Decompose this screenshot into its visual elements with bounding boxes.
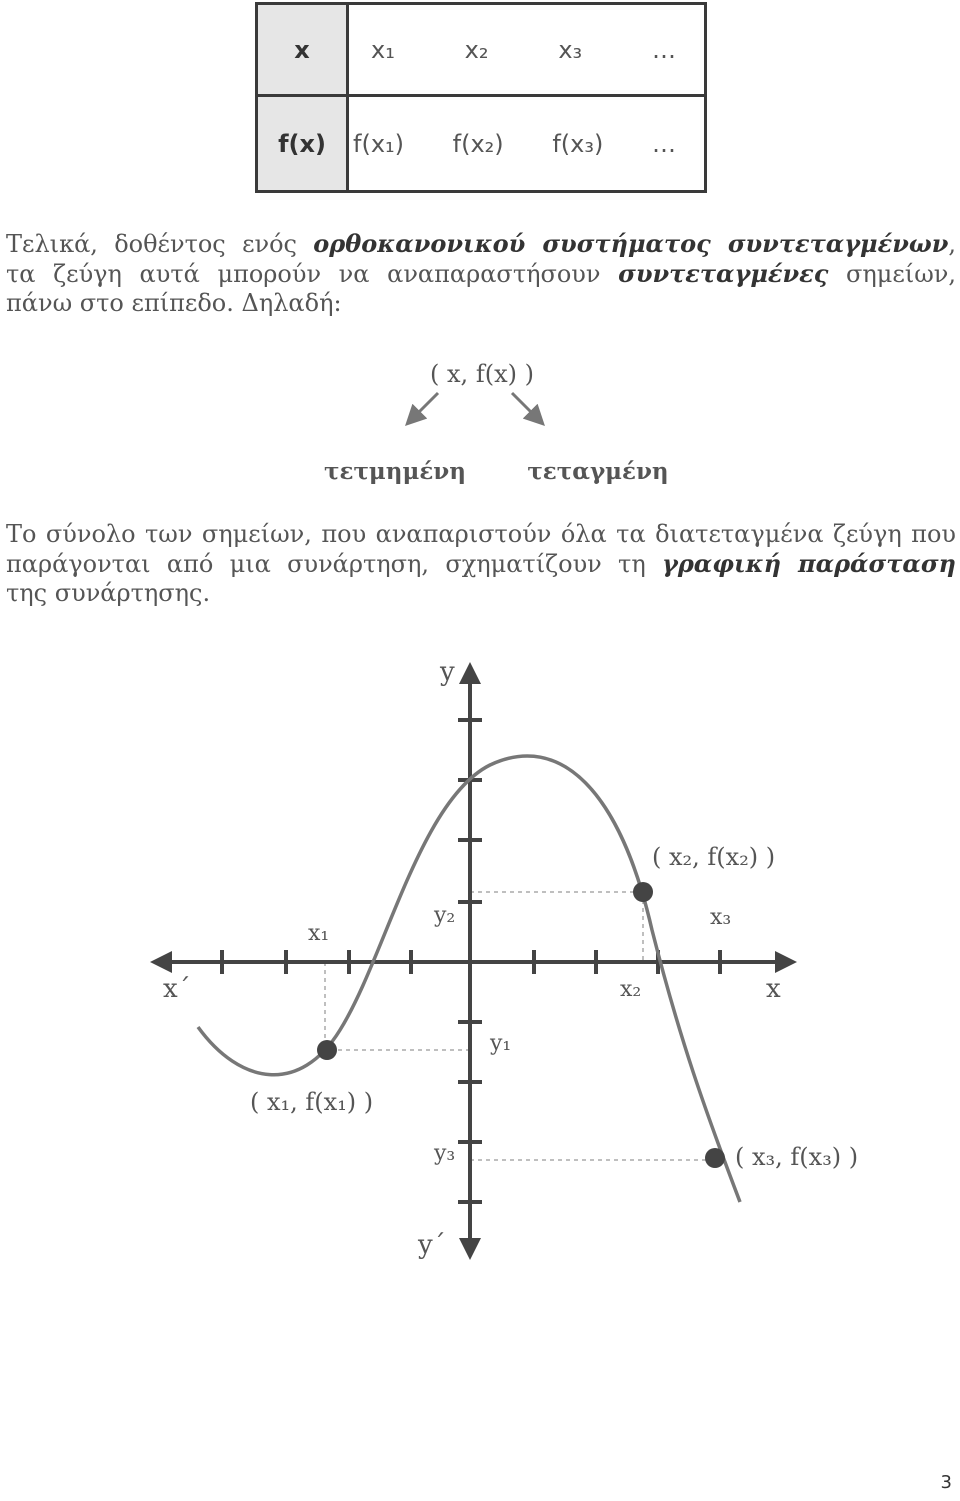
point-1-label: ( x₁, f(x₁) ) [250, 1088, 374, 1116]
y-neg-axis-label: y΄ [418, 1230, 446, 1260]
table-row-fx [348, 96, 706, 192]
text-run: Τελικά, δοθέντος ενός [6, 230, 314, 258]
table-cell: … [651, 129, 676, 158]
table-cell: f(x₂) [452, 129, 504, 158]
y1-label: y₁ [490, 1031, 512, 1056]
point-3-label: ( x₃, f(x₃) ) [735, 1143, 859, 1171]
function-graph [0, 640, 960, 1280]
text-run: Το σύνολο των σημείων, που αναπαριστούν όλα τα διατεταγμένα ζεύγη που [6, 520, 956, 548]
abscissa-label: τετμημένη [324, 458, 466, 485]
y-axis-up-arrow [459, 662, 481, 684]
table-header-x: x [257, 4, 348, 96]
text-run: της συνάρτησης. [6, 579, 211, 607]
bold-term: ορθοκανονικού συστήματος συντεταγμένων [313, 229, 949, 258]
y-axis-label: y [440, 657, 455, 687]
table-cell: f(x₁) [353, 129, 404, 158]
text-run: , [948, 230, 956, 258]
point-2 [633, 882, 653, 902]
page-number: 3 [940, 1472, 952, 1493]
table-header-fx: f(x) [257, 96, 348, 192]
pair-diagram [0, 355, 960, 495]
x-neg-axis-label: x΄ [163, 974, 191, 1004]
values-table [255, 2, 707, 193]
x2-label: x₂ [620, 977, 642, 1002]
y3-label: y₃ [434, 1141, 456, 1166]
y-axis-down-arrow [459, 1238, 481, 1260]
point-1 [317, 1040, 337, 1060]
x-axis-left-arrow [150, 951, 172, 973]
x3-label: x₃ [710, 905, 732, 930]
y2-label: y₂ [434, 903, 456, 928]
pair-label: ( x, f(x) ) [430, 360, 534, 388]
bold-term: συντεταγμένες [618, 259, 829, 288]
table-cell: x₁ [371, 35, 395, 64]
ordinate-label: τεταγμένη [527, 458, 669, 485]
table-cell: f(x₃) [552, 129, 604, 158]
table-cell: x₃ [558, 35, 583, 64]
arrow-left [408, 393, 438, 423]
point-2-label: ( x₂, f(x₂) ) [652, 843, 776, 871]
x-axis-right-arrow [775, 951, 797, 973]
text-run: παράγονται από μια συνάρτηση, σχηματίζουν τη [6, 550, 662, 578]
table-cell: x₂ [464, 35, 489, 64]
text-run: τα ζεύγη αυτά μπορούν να αναπαραστήσουν [6, 260, 619, 288]
intro-paragraph [6, 229, 956, 318]
table-cell: … [651, 35, 676, 64]
table-row-x [348, 4, 706, 96]
arrow-right [512, 393, 542, 423]
bold-term: γραφική παράσταση [662, 549, 956, 578]
definition-paragraph [6, 520, 956, 608]
point-3 [705, 1148, 725, 1168]
text-run: σημείων, [828, 260, 957, 288]
text-run: πάνω στο επίπεδο. Δηλαδή: [6, 289, 342, 317]
x-axis-label: x [766, 974, 781, 1004]
x1-label: x₁ [308, 921, 330, 946]
